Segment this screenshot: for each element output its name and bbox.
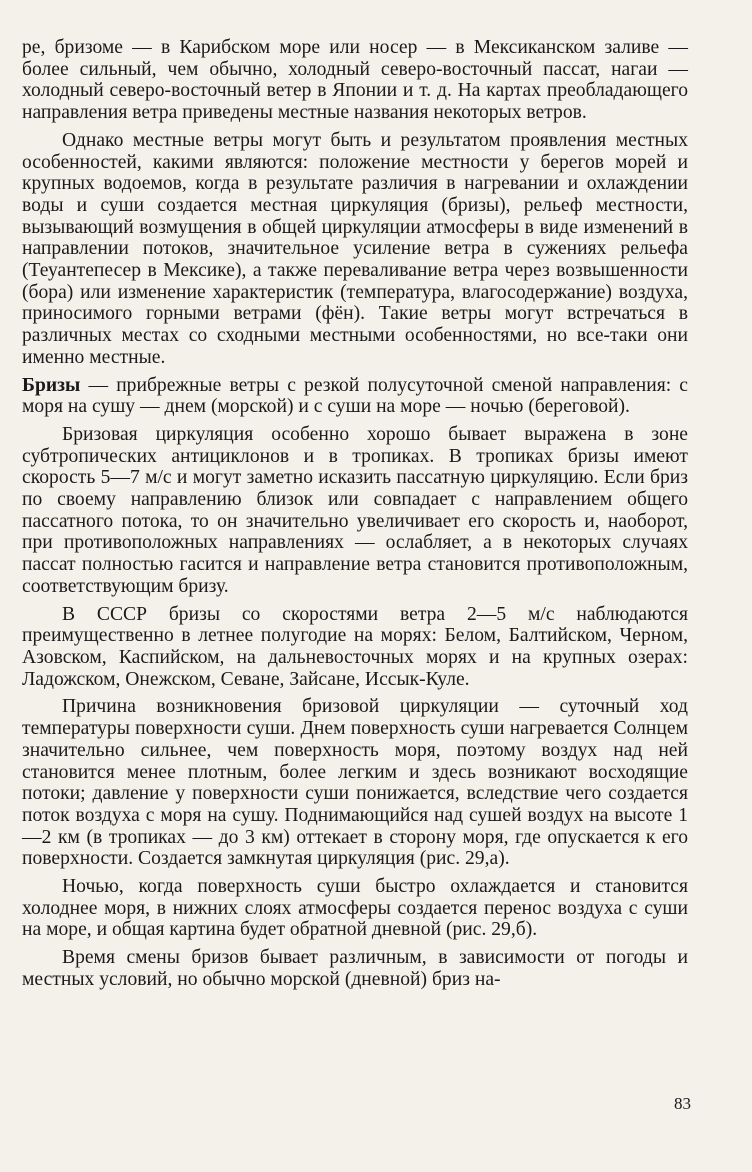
term-breezes: Бризы	[22, 374, 81, 396]
page-number: 83	[674, 1094, 691, 1113]
paragraph-breeze-circulation-tropics: Бризовая циркуляция особенно хорошо бывает выражена в зоне субтропических антициклонов и в тропиках. В тропиках бризы имеют скорость 5—7 м/с и могут заметно исказить пассатную циркуляцию. Если бриз по своему направлению близок или совпадает с направлением общего пассатного потока, то он значительно увеличивает его скорость и, наоборот, при противоположных направлениях — ослабляет, а в некоторых случаях пассат полностью гасится и направление ветра становится противоположным, соответствующим бризу.	[22, 423, 688, 597]
breezes-definition-text: — прибрежные ветры с резкой полусуточной сменой направления: с моря на сушу — днем (морской) и с суши на море — ночью (береговой).	[22, 374, 688, 418]
paragraph-breeze-change-time: Время смены бризов бывает различным, в зависимости от погоды и местных условий, но обычно морской (дневной) бриз на-	[22, 947, 688, 990]
paragraph-breezes-ussr: В СССР бризы со скоростями ветра 2—5 м/с наблюдаются преимущественно в летнее полугодие на морях: Белом, Балтийском, Черном, Азовском, Каспийском, на дальневосточных морях и на крупных озерах: Ладожском, Онежском, Севане, Зайсане, Иссык-Куле.	[22, 603, 688, 690]
paragraph-night-breeze: Ночью, когда поверхность суши быстро охлаждается и становится холоднее моря, в нижних слоях атмосферы создается перенос воздуха с суши на море, и общая картина будет обратной дневной (рис. 29,б).	[22, 876, 688, 941]
paragraph-local-wind-names: ре, бризоме — в Карибском море или носер — в Мексиканском заливе — более сильный, чем обычно, холодный северо-восточный пассат, нагаи — холодный северо-восточный ветер в Японии и т. д. На картах преобладающего направления ветра приведены местные названия некоторых ветров.	[22, 37, 688, 124]
paragraph-breeze-cause: Причина возникновения бризовой циркуляции — суточный ход температуры поверхности суши. Днем поверхность суши нагревается Солнцем значительно сильнее, чем поверхность моря, поэтому воздух над ней становится менее плотным, более легким и здесь возникают восходящие потоки; давление у поверхности суши понижается, вследствие чего создается поток воздуха с моря на сушу. Поднимающийся над сушей воздух на высоте 1—2 км (в тропиках — до 3 км) оттекает в сторону моря, где опускается к его поверхности. Создается замкнутая циркуляция (рис. 29,а).	[22, 696, 688, 870]
paragraph-breezes-definition	[22, 375, 688, 418]
paragraph-local-features: Однако местные ветры могут быть и результатом проявления местных особенностей, какими являются: положение местности у берегов морей и крупных водоемов, когда в результате различия в нагревании и охлаждении воды и суши создается местная циркуляция (бризы), рельеф местности, вызывающий возмущения в общей циркуляции атмосферы в виде изменений в направлении потоков, значительное усиление ветра в сужениях рельефа (Теуантепесер в Мексике), а также переваливание ветра через возвышенности (бора) или изменение характеристик (температура, влагосодержание) воздуха, приносимого горными ветрами (фён). Такие ветры могут встречаться в различных местах со сходными местными особенностями, но все-таки они именно местные.	[22, 129, 688, 368]
